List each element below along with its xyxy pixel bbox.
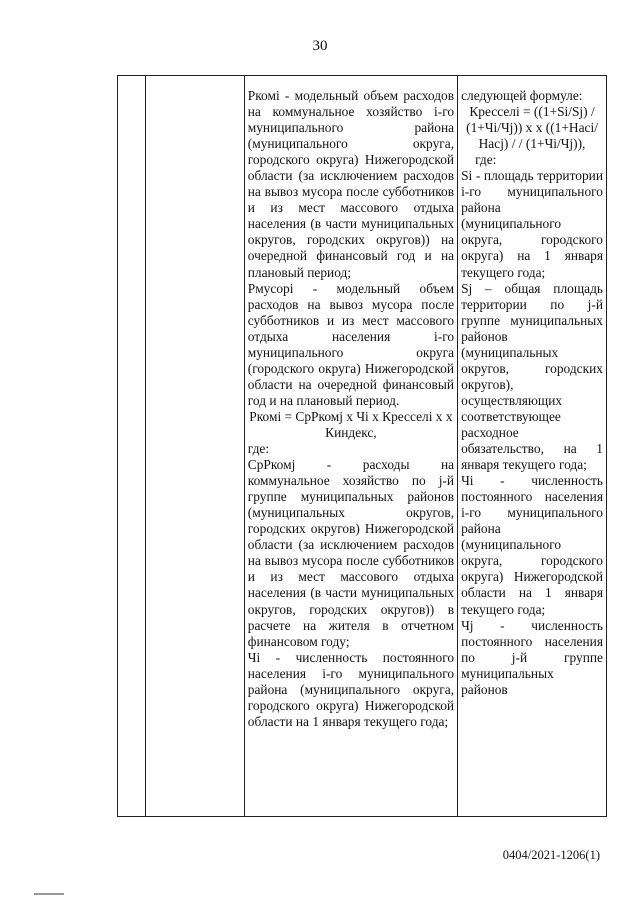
continuation-text [458,76,606,698]
where-label-right: где: [475,152,497,168]
page-number: 30 [312,38,328,54]
paragraph-srrkom-definition: СрРкомj - расходы на коммунальное хозяйство по j-й группе муниципальных районов (муниципальных округов, городских округов) Нижегородской области (за исключением расходов на вывоз мусора после субботников и из мест массового отдыха населения (в части муниципальных округов, городских округов)) в расчете на жителя в отчетном финансовом году; [247,457,455,649]
paragraph-chj-definition: Чj - численность постоянного населения по j-й группе муниципальных районов [461,617,603,697]
document-code: 0404/2021-1206(1) [502,848,600,862]
formula-kressel: Кресселі = ((1+Si/Sj) / (1+Чі/Чj)) х х ((1+Насі/Насj) / / (1+Чі/Чj)), [466,104,598,152]
paragraph-sj-definition: Sj – общая площадь территории по j-й группе муниципальных районов (муниципальных округов, городских округов), осуществляющих соответствующее расходное обязательство, на 1 января текущего года; [461,280,603,473]
table-row [118,76,607,817]
paragraph-formula-intro: следующей формуле: [461,88,583,103]
method-text [245,76,457,730]
formula-rkom: Ркомі = СрРкомj х Чі х Кресселі х х Киндекс, [249,408,453,440]
document-table [117,75,607,817]
table-cell-name [146,76,245,817]
where-label: где: [247,441,270,457]
table-cell-continuation [458,76,607,817]
paragraph-rkom-definition: Ркомі - модельный объем расходов на коммунальное хозяйство і-го муниципального района (муниципального округа, городского округа) Нижегородской области (за исключением расходов на вывоз мусора после субботников и из мест массового отдыха населения (в части муниципальных округов, городских округов)) на очередной финансовый год и на плановый период; [247,88,455,280]
scan-mark [34,893,64,895]
paragraph-rmusor-definition: Рмусорі - модельный объем расходов на вывоз мусора после субботников и из мест массового отдыха населения і-го муниципального округа (городского округа) Нижегородской области на очередной финансовый год и на плановый период. [247,280,455,408]
table-cell-number [118,76,146,817]
paragraph-si-definition: Si - площадь территории і-го муниципального района (муниципального округа, городского округа) на 1 января текущего года; [461,168,603,280]
paragraph-chi-definition-right: Чі - численность постоянного населения і-го муниципального района (муниципального округа, городского округа) Нижегородской области на 1 января текущего года; [461,473,603,617]
table-cell-method [244,76,457,817]
paragraph-chi-definition: Чі - численность постоянного населения і-го муниципального района (муниципального округа, городского округа) Нижегородской области на 1 января текущего года; [247,649,455,729]
